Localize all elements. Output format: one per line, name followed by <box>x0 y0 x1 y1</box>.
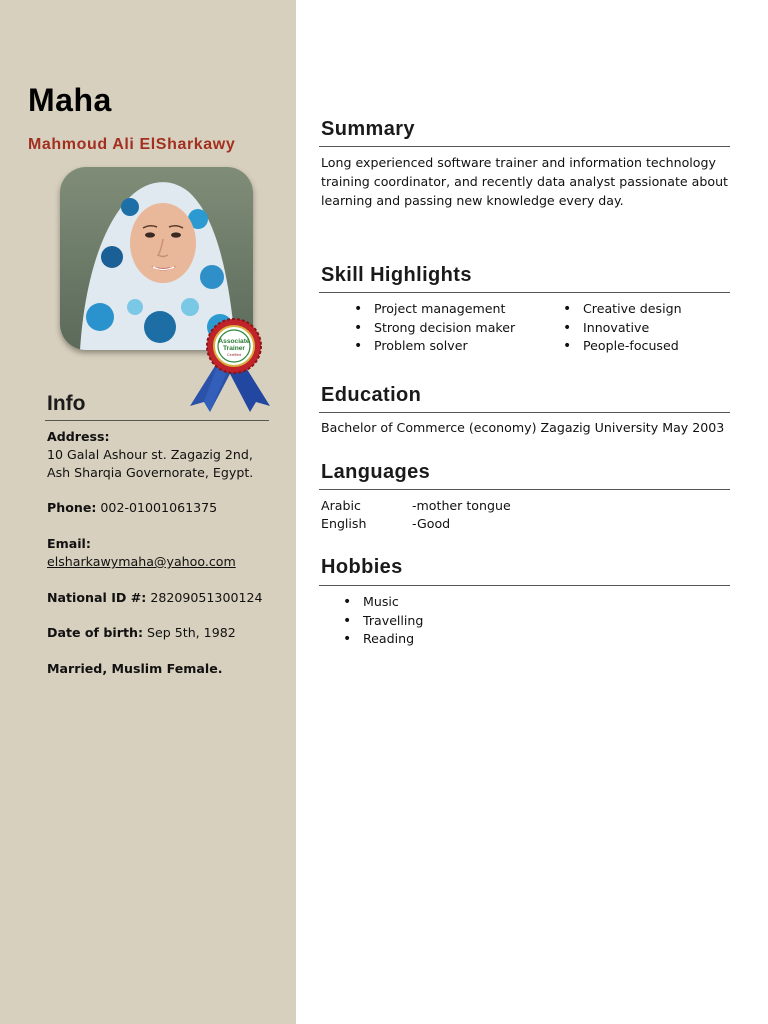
language-name: English <box>321 516 367 531</box>
address-line1: 10 Galal Ashour st. Zagazig 2nd, <box>47 447 253 462</box>
summary-heading: Summary <box>321 118 415 140</box>
first-name: Maha <box>28 82 112 118</box>
language-name: Arabic <box>321 498 361 513</box>
info-heading: Info <box>47 392 86 415</box>
skill-item: • Strong decision maker <box>354 319 515 338</box>
dob-block <box>47 624 236 642</box>
education-divider <box>319 412 730 413</box>
email-label: Email: <box>47 536 91 551</box>
status-block <box>47 660 223 678</box>
address-line2: Ash Sharqia Governorate, Egypt. <box>47 465 254 480</box>
skills-divider <box>319 292 730 293</box>
info-divider <box>45 420 269 421</box>
dob-label: Date of birth: <box>47 625 143 640</box>
skills-list-left <box>354 300 515 356</box>
badge-text-line2: Trainer <box>223 345 245 352</box>
language-row <box>321 516 450 531</box>
marital-status: Married, Muslim Female. <box>47 661 223 676</box>
phone-value: 002-01001061375 <box>100 500 218 515</box>
skill-item: • People-focused <box>563 337 682 356</box>
badge-text-line1: Associate <box>218 338 250 345</box>
languages-heading: Languages <box>321 461 431 483</box>
language-row <box>321 498 511 513</box>
education-text: Bachelor of Commerce (economy) Zagazig University May 2003 <box>321 420 725 435</box>
hobby-item: • Reading <box>343 630 423 649</box>
hobby-item: • Travelling <box>343 612 423 631</box>
education-heading: Education <box>321 384 422 406</box>
email-link[interactable]: elsharkawymaha@yahoo.com <box>47 554 236 569</box>
full-name: Mahmoud Ali ElSharkawy <box>28 136 236 153</box>
dob-value: Sep 5th, 1982 <box>147 625 236 640</box>
language-level: -Good <box>412 516 451 531</box>
phone-label: Phone: <box>47 500 97 515</box>
associate-trainer-badge <box>186 318 274 412</box>
skills-heading: Skill Highlights <box>321 264 472 286</box>
skill-item: • Creative design <box>563 300 682 319</box>
language-level: -mother tongue <box>412 498 511 513</box>
national-id-value: 28209051300124 <box>150 590 263 605</box>
skill-item: • Project management <box>354 300 515 319</box>
national-id-block <box>47 589 263 607</box>
skill-item: • Problem solver <box>354 337 515 356</box>
address-block <box>47 428 253 482</box>
phone-block <box>47 499 217 517</box>
badge-text-line3: Certified <box>226 353 242 357</box>
summary-text: Long experienced software trainer and information technology training coordinator, and recently data analyst passionate about learning and passing new knowledge every day. <box>321 155 728 208</box>
languages-divider <box>319 489 730 490</box>
national-id-label: National ID #: <box>47 590 147 605</box>
skill-item: • Innovative <box>563 319 682 338</box>
skills-list-right <box>563 300 682 356</box>
hobby-item: • Music <box>343 593 423 612</box>
email-block <box>47 535 236 571</box>
address-label: Address: <box>47 429 110 444</box>
hobbies-divider <box>319 585 730 586</box>
summary-divider <box>319 146 730 147</box>
hobbies-heading: Hobbies <box>321 556 403 578</box>
hobbies-list <box>343 593 423 649</box>
